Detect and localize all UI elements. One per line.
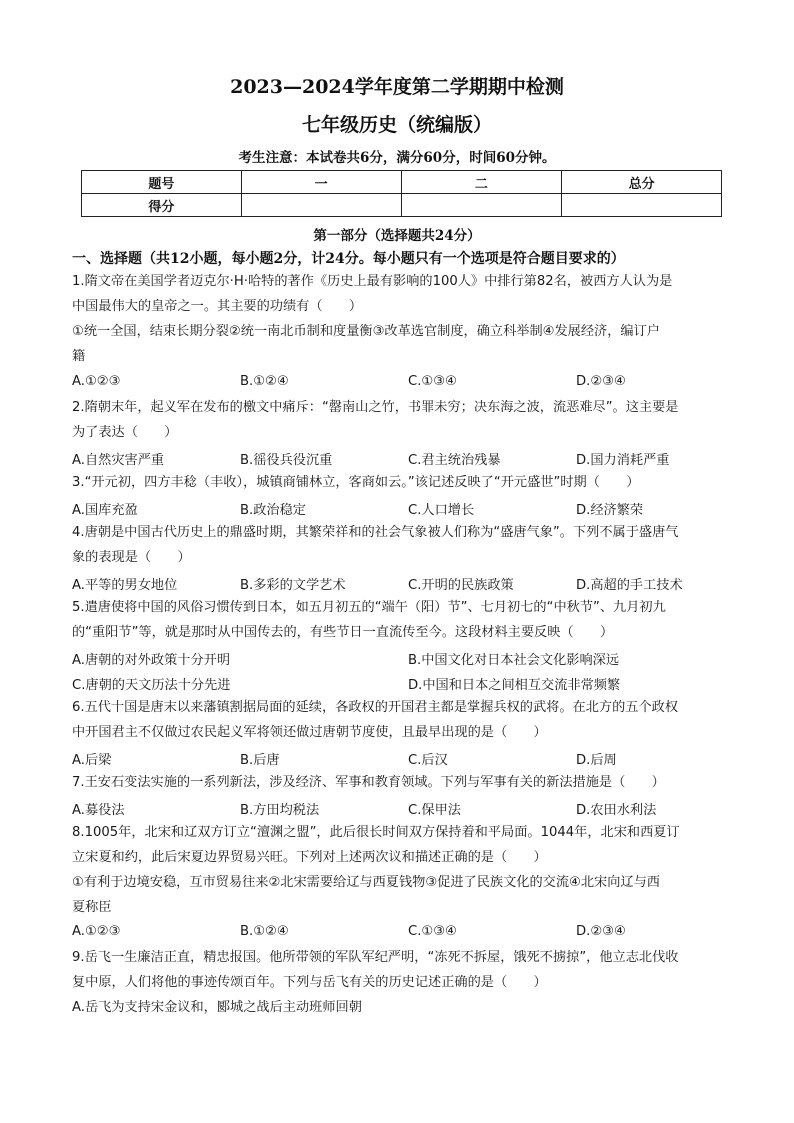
score-header-cell: 总分: [562, 171, 722, 194]
option-b: B.后唐: [240, 753, 280, 768]
option-d: D.中国和日本之间相互交流非常频繁: [408, 678, 621, 693]
question-9-text: 9.岳飞一生廉洁正直，精忠报国。他所带领的军队军纪严明，“冻死不拆屋，饿死不掳掠”，他立志北伐收: [72, 950, 679, 965]
question-8-text: 8.1005年，北宋和辽双方订立“澶渊之盟”，此后很长时间双方保持着和平局面。1044年，北宋和西夏订: [72, 825, 680, 840]
question-2-text: 为了表达（ ）: [72, 425, 178, 440]
option-c: C.保甲法: [408, 803, 461, 818]
score-cell: [401, 194, 562, 217]
score-table: [81, 170, 722, 217]
question-4-text: 4.唐朝是中国古代历史上的鼎盛时期，其繁荣祥和的社会气象被人们称为“盛唐气象”。下列不属于盛唐气: [72, 525, 679, 540]
section-heading: 一、选择题（共12小题，每小题2分，计24分。每小题只有一个选项是符合题目要求的）: [72, 251, 625, 267]
option-c: C.后汉: [408, 753, 448, 768]
option-c: C.人口增长: [408, 503, 475, 518]
option-c: C.唐朝的天文历法十分先进: [72, 678, 231, 693]
question-2-options: [72, 449, 722, 467]
question-8-text: ①有利于边境安稳，互市贸易往来②北宋需要给辽与西夏钱物③促进了民族文化的交流④北宋向辽与西: [72, 875, 660, 890]
question-5-options: [72, 674, 722, 692]
option-a: A.唐朝的对外政策十分开明: [72, 653, 231, 668]
question-6-options: [72, 749, 722, 767]
option-b: B.徭役兵役沉重: [240, 453, 333, 468]
question-1-options: [72, 374, 722, 392]
option-a: A.自然灾害严重: [72, 453, 165, 468]
option-c: C.①③④: [408, 924, 457, 939]
score-table-header-row: [82, 171, 722, 194]
option-b: B.中国文化对日本社会文化影响深远: [408, 653, 620, 668]
option-d: D.高超的手工技术: [576, 578, 683, 593]
option-b: B.方田均税法: [240, 803, 320, 818]
option-d: D.经济繁荣: [576, 503, 644, 518]
option-b: B.政治稳定: [240, 503, 306, 518]
option-b: B.①②④: [240, 924, 289, 939]
option-d: D.农田水利法: [576, 803, 657, 818]
option-b: B.①②④: [240, 374, 289, 389]
exam-subtitle: 七年级历史（统编版）: [301, 114, 492, 136]
question-6-text: 6.五代十国是唐末以来藩镇割据局面的延续，各政权的开国君主都是掌握兵权的武将。在北方的五个政权: [72, 700, 679, 715]
exam-title: 2023—2024学年度第二学期期中检测: [230, 76, 564, 98]
question-7-options: [72, 799, 722, 817]
option-d: D.国力消耗严重: [576, 453, 670, 468]
option-d: D.②③④: [576, 924, 626, 939]
question-3-options: [72, 499, 722, 517]
option-a: A.①②③: [72, 924, 121, 939]
option-a: A.国库充盈: [72, 503, 138, 518]
part-heading: 第一部分（选择题共24分）: [313, 228, 481, 244]
question-2-text: 2.隋朝末年，起义军在发布的檄文中痛斥：“罄南山之竹，书罪未穷；决东海之波，流恶难尽”。这主要是: [72, 400, 679, 415]
option-b: B.多彩的文学艺术: [240, 578, 346, 593]
question-3-text: 3.“开元初，四方丰稔（丰收），城镇商铺林立，客商如云。”该记述反映了“开元盛世”时期（ ）: [72, 475, 640, 490]
question-5-text: 5.遣唐使将中国的风俗习惯传到日本，如五月初五的“端午（阳）节”、七月初七的“中秋节”、九月初九: [72, 600, 666, 615]
score-header-cell: 二: [401, 171, 562, 194]
question-9-text: A.岳飞为支持宋金议和，郾城之战后主动班师回朝: [72, 1000, 362, 1015]
question-4-text: 象的表现是（ ）: [72, 550, 191, 565]
question-8-text: 夏称臣: [72, 900, 112, 915]
question-8-options: [72, 924, 722, 942]
option-a: A.募役法: [72, 803, 125, 818]
option-a: A.后梁: [72, 753, 112, 768]
question-9-text: 复中原，人们将他的事迹传颂百年。下列与岳飞有关的历史记述正确的是（ ）: [72, 975, 547, 990]
question-4-options: [72, 574, 722, 592]
option-d: D.后周: [576, 753, 617, 768]
question-5-options: [72, 649, 722, 667]
question-1-text: 1.隋文帝在美国学者迈克尔·H·哈特的著作《历史上最有影响的100人》中排行第82名，被西方人认为是: [72, 274, 673, 289]
score-header-cell: 题号: [82, 171, 242, 194]
question-8-text: 立宋夏和约，此后宋夏边界贸易兴旺。下列对上述两次议和描述正确的是（ ）: [72, 850, 547, 865]
option-c: C.君主统治残暴: [408, 453, 501, 468]
score-row-label: 得分: [82, 194, 242, 217]
question-6-text: 中开国君主不仅做过农民起义军将领还做过唐朝节度使，且最早出现的是（ ）: [72, 725, 547, 740]
exam-notice: 考生注意：本试卷共6分，满分60分，时间60分钟。: [238, 150, 556, 166]
option-a: A.平等的男女地位: [72, 578, 178, 593]
option-c: C.开明的民族政策: [408, 578, 514, 593]
question-1-text: ①统一全国，结束长期分裂②统一南北币制和度量衡③改革选官制度，确立科举制④发展经济，编订户: [72, 324, 660, 339]
score-cell: [241, 194, 401, 217]
question-7-text: 7.王安石变法实施的一系列新法，涉及经济、军事和教育领域。下列与军事有关的新法措施是（ ）: [72, 775, 665, 790]
option-a: A.①②③: [72, 374, 121, 389]
score-header-cell: 一: [241, 171, 401, 194]
question-1-text: 籍: [72, 349, 86, 364]
question-1-text: 中国最伟大的皇帝之一。其主要的功绩有（ ）: [72, 299, 363, 314]
option-c: C.①③④: [408, 374, 457, 389]
score-table-row: [82, 194, 722, 217]
score-cell: [562, 194, 722, 217]
question-5-text: 的“重阳节”等，就是那时从中国传去的，有些节日一直流传至今。这段材料主要反映（ ）: [72, 625, 614, 640]
option-d: D.②③④: [576, 374, 626, 389]
